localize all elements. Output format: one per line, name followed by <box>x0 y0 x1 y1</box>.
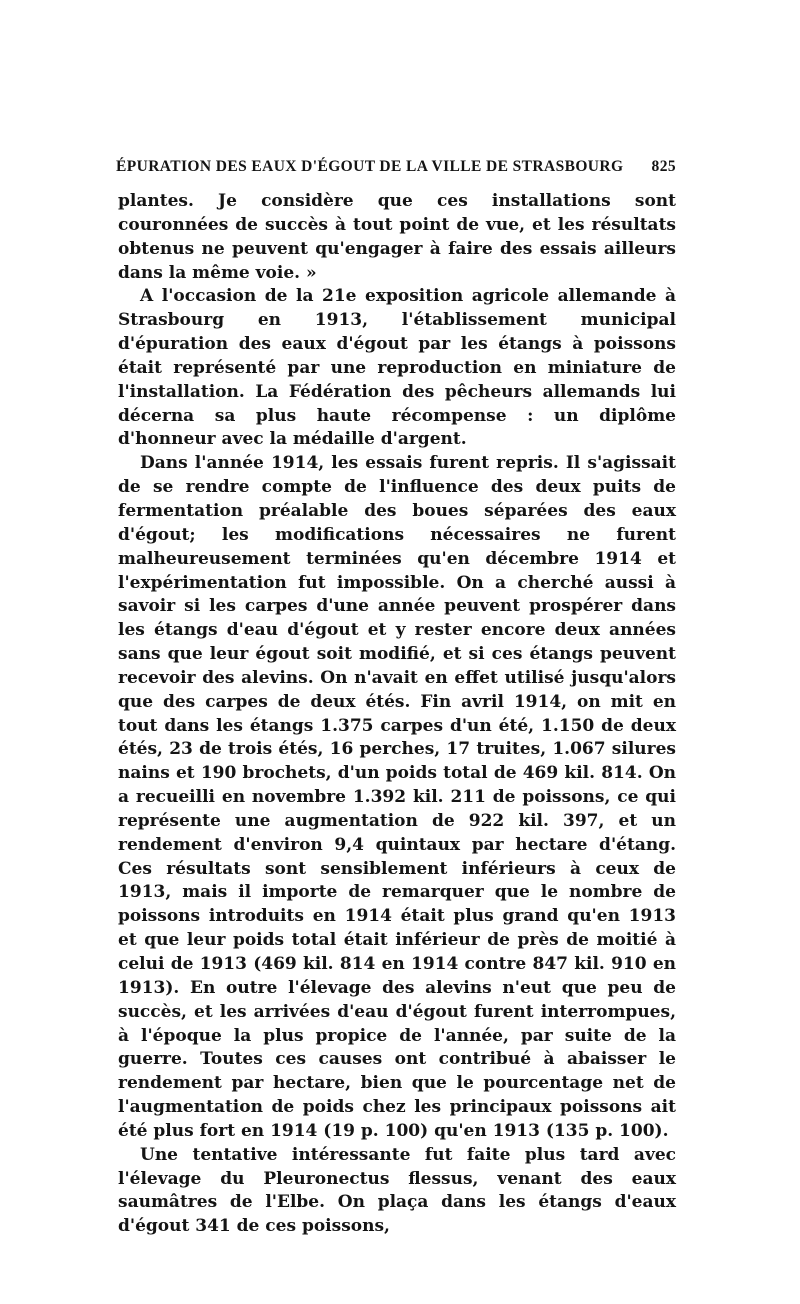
running-header <box>116 158 676 176</box>
paragraph-3: Dans l'année 1914, les essais furent repris. Il s'agissait de se rendre compte de l'influence des deux puits de fermentation préalable des boues séparées des eaux d'égout; les modifications nécessaires ne furent malheureusement terminées qu'en décembre 1914 et l'expérimentation fut impossible. On a cherché aussi à savoir si les carpes d'une année peuvent prospérer dans les étangs d'eau d'égout et y rester encore deux années sans que leur égout soit modifié, et si ces étangs peuvent recevoir des alevins. On n'avait en effet utilisé jusqu'alors que des carpes de deux étés. Fin avril 1914, on mit en tout dans les étangs 1.375 carpes d'un été, 1.150 de deux étés, 23 de trois étés, 16 perches, 17 truites, 1.067 silures nains et 190 brochets, d'un poids total de 469 kil. 814. On a recueilli en novembre 1.392 kil. 211 de poissons, ce qui représente une augmentation de 922 kil. 397, et un rendement d'environ 9,4 quintaux par hectare d'étang. Ces résultats sont sensiblement inférieurs à ceux de 1913, mais il importe de remarquer que le nombre de poissons introduits en 1914 était plus grand qu'en 1913 et que leur poids total était inférieur de près de moitié à celui de 1913 (469 kil. 814 en 1914 contre 847 kil. 910 en 1913). En outre l'élevage des alevins n'eut que peu de succès, et les arrivées d'eau d'égout furent interrompues, à l'époque la plus propice de l'année, par suite de la guerre. Toutes ces causes ont contribué à abaisser le rendement par hectare, bien que le pourcentage net de l'augmentation de poids chez les principaux poissons ait été plus fort en 1914 (19 p. 100) qu'en 1913 (135 p. 100). <box>118 453 676 1141</box>
paragraph-4-lead: Une tentative intéressante fut faite plus tard avec l'élevage du <box>118 1144 676 1189</box>
page-number: 825 <box>651 158 676 175</box>
species-name: Pleuronectus flessus <box>263 1168 473 1189</box>
running-header-title: ÉPURATION DES EAUX D'ÉGOUT DE LA VILLE DE STRASBOURG <box>116 158 624 175</box>
paragraph-4 <box>118 1144 676 1239</box>
paragraph-4-tail: , venant des eaux saumâtres de l'Elbe. On plaça dans les étangs d'eaux d'égout 341 de ces poissons, <box>118 1168 676 1237</box>
paragraph-1: plantes. Je considère que ces installations sont couronnées de succès à tout point de vue, et les résultats obtenus ne peuvent qu'engager à faire des essais ailleurs dans la même voie. » <box>118 191 676 283</box>
document-page <box>118 158 676 1239</box>
body-text <box>118 190 676 1239</box>
paragraph-2: A l'occasion de la 21e exposition agricole allemande à Strasbourg en 1913, l'établissement municipal d'épuration des eaux d'égout par les étangs à poissons était représenté par une reproduction en miniature de l'installation. La Fédération des pêcheurs allemands lui décerna sa plus haute récompense : un diplôme d'honneur avec la médaille d'argent. <box>118 286 676 450</box>
